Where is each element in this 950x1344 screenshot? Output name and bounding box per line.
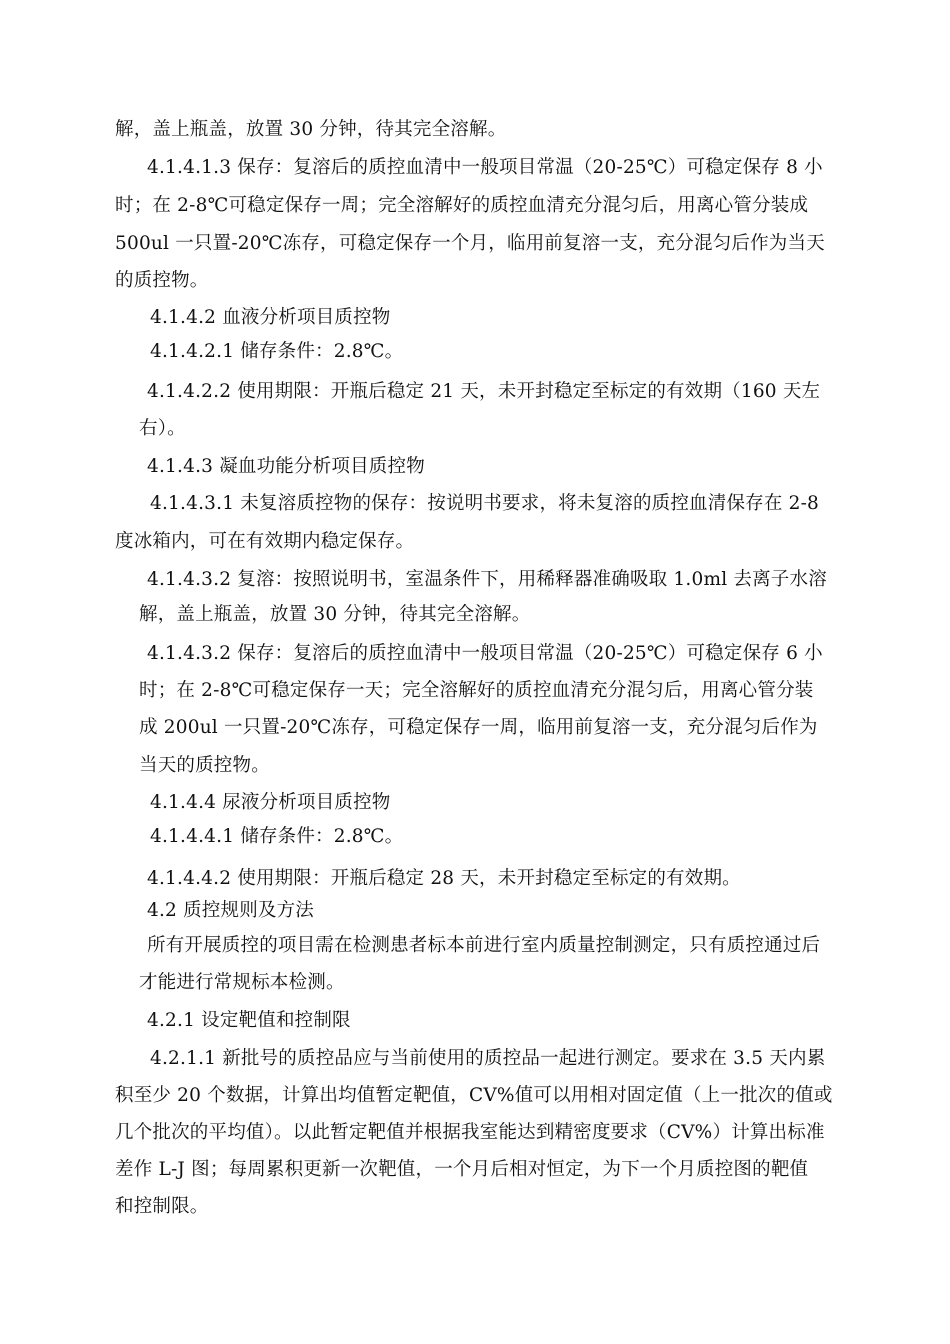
text-line: 度冰箱内，可在有效期内稳定保存。 [115, 531, 415, 552]
text-line: 4.1.4.4.2 使用期限：开瓶后稳定 28 天，未开封稳定至标定的有效期。 [147, 868, 741, 889]
text-line: 时；在 2-8℃可稳定保存一周；完全溶解好的质控血清充分混匀后，用离心管分装成 [115, 195, 809, 216]
text-line: 500ul 一只置-20℃冻存，可稳定保存一个月，临用前复溶一支，充分混匀后作为当天 [115, 233, 825, 254]
text-line: 的质控物。 [115, 270, 209, 291]
text-line: 4.1.4.2.1 储存条件：2.8℃。 [150, 341, 404, 362]
text-line: 和控制限。 [115, 1196, 209, 1217]
text-line: 4.1.4.1.3 保存：复溶后的质控血清中一般项目常温（20-25℃）可稳定保存 8 小 [147, 157, 823, 178]
text-line: 当天的质控物。 [139, 755, 270, 776]
text-line: 解，盖上瓶盖，放置 30 分钟，待其完全溶解。 [115, 119, 507, 140]
text-line: 几个批次的平均值）。以此暂定靶值并根据我室能达到精密度要求（CV%）计算出标准 [115, 1122, 825, 1143]
text-line: 成 200ul 一只置-20℃冻存，可稳定保存一周，临用前复溶一支，充分混匀后作为 [139, 717, 818, 738]
text-line: 解，盖上瓶盖，放置 30 分钟，待其完全溶解。 [139, 604, 531, 625]
text-line: 右）。 [139, 418, 186, 439]
text-line: 所有开展质控的项目需在检测患者标本前进行室内质量控制测定，只有质控通过后 [147, 935, 821, 956]
text-line: 4.1.4.3.2 复溶：按照说明书，室温条件下，用稀释器准确吸取 1.0ml 去离子水溶 [147, 569, 827, 590]
section-heading: 4.2.1 设定靶值和控制限 [147, 1010, 351, 1031]
text-line: 才能进行常规标本检测。 [139, 972, 345, 993]
text-line: 4.1.4.4.1 储存条件：2.8℃。 [150, 826, 404, 847]
section-heading: 4.1.4.4 尿液分析项目质控物 [150, 792, 391, 813]
text-line: 时；在 2-8℃可稳定保存一天；完全溶解好的质控血清充分混匀后，用离心管分装 [139, 680, 814, 701]
text-line: 4.2.1.1 新批号的质控品应与当前使用的质控品一起进行测定。要求在 3.5 天内累 [150, 1048, 826, 1069]
section-heading: 4.1.4.2 血液分析项目质控物 [150, 307, 391, 328]
text-line: 4.1.4.2.2 使用期限：开瓶后稳定 21 天，未开封稳定至标定的有效期（160 天左 [147, 381, 821, 402]
text-line: 积至少 20 个数据，计算出均值暂定靶值，CV%值可以用相对固定值（上一批次的值或 [115, 1085, 833, 1106]
section-heading: 4.1.4.3 凝血功能分析项目质控物 [147, 456, 425, 477]
section-heading: 4.2 质控规则及方法 [147, 900, 315, 921]
text-line: 4.1.4.3.2 保存：复溶后的质控血清中一般项目常温（20-25℃）可稳定保存 6 小 [147, 643, 823, 664]
text-line: 差作 L-J 图；每周累积更新一次靶值，一个月后相对恒定，为下一个月质控图的靶值 [115, 1159, 809, 1180]
text-line: 4.1.4.3.1 未复溶质控物的保存：按说明书要求，将未复溶的质控血清保存在 2-8 [150, 493, 820, 514]
